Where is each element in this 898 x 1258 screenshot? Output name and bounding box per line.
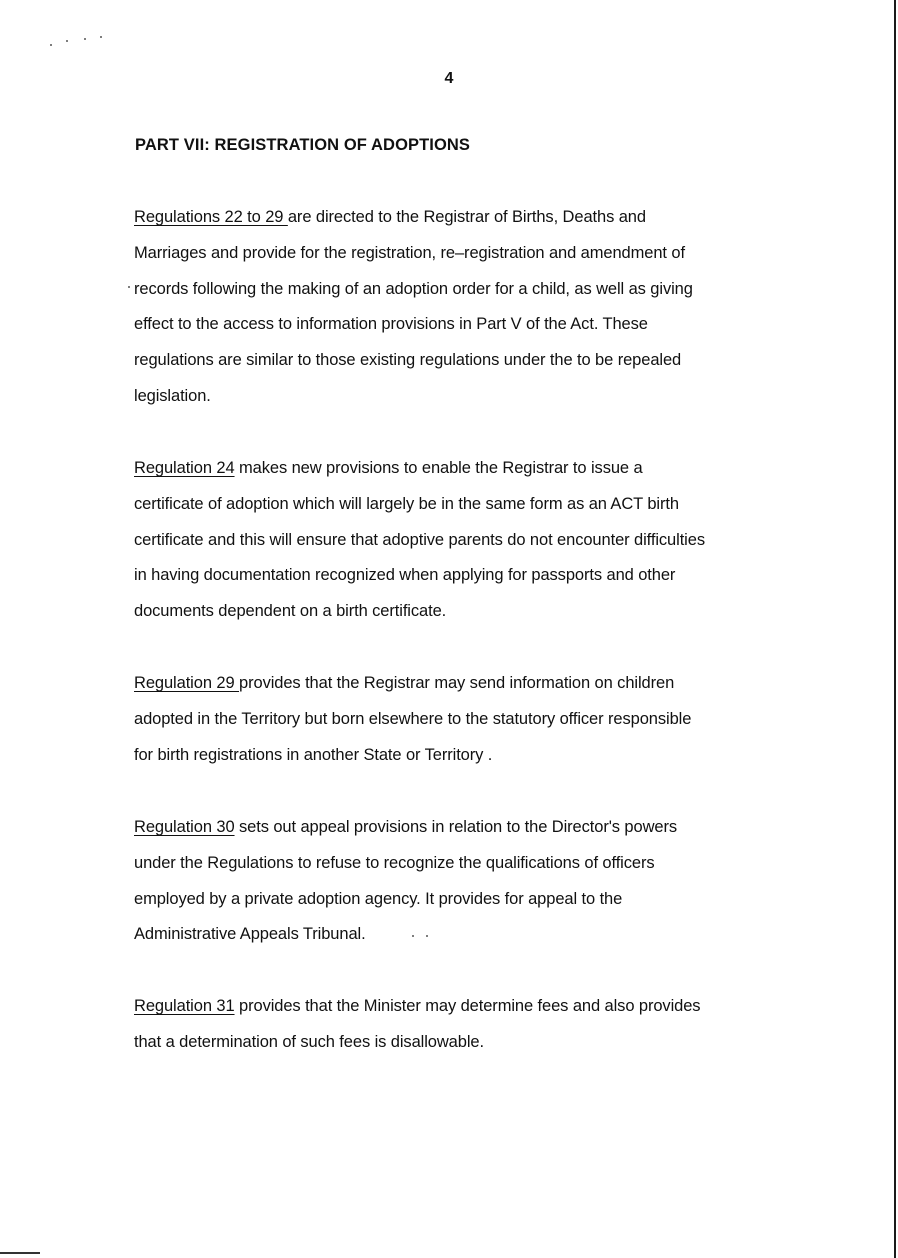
paragraph-regulations-22-29 (134, 200, 774, 415)
paragraph-regulation-29 (134, 666, 774, 773)
regulation-reference: Regulation 29 (134, 674, 240, 692)
paragraph-text: makes new provisions to enable the Registrar to issue a (234, 459, 643, 477)
paragraph-line: certificate and this will ensure that adoptive parents do not encounter difficulties (134, 530, 705, 549)
scan-speck (66, 40, 68, 42)
regulation-reference: Regulation 24 (134, 459, 235, 477)
paragraph-line: certificate of adoption which will largely be in the same form as an ACT birth (134, 494, 679, 513)
paragraph-line: Marriages and provide for the registration, re–registration and amendment of (134, 243, 685, 262)
paragraph-text: provides that the Registrar may send information on children (239, 674, 675, 692)
paragraph-line: in having documentation recognized when applying for passports and other (134, 566, 676, 585)
scan-speck (128, 286, 130, 288)
page-number: 4 (444, 70, 454, 87)
section-heading: PART VII: REGISTRATION OF ADOPTIONS (135, 136, 471, 154)
paragraph-line: for birth registrations in another State or Territory . (134, 745, 493, 764)
paragraph-line: Administrative Appeals Tribunal. (134, 925, 366, 944)
paragraph-regulation-30 (134, 810, 774, 953)
scan-edge-right (894, 0, 896, 1258)
scan-speck (100, 36, 102, 38)
paragraph-line: employed by a private adoption agency. It provides for appeal to the (134, 889, 623, 908)
regulation-reference: Regulations 22 to 29 (134, 208, 288, 226)
regulation-reference: Regulation 31 (134, 997, 235, 1015)
paragraph-line: documents dependent on a birth certificate. (134, 602, 447, 621)
paragraph-line (134, 666, 774, 702)
paragraph-line (134, 989, 774, 1025)
scan-edge-bottom (0, 1252, 40, 1254)
paragraph-line (134, 451, 774, 487)
scan-speck (84, 38, 86, 40)
paragraph-line (134, 200, 774, 236)
paragraph-text: are directed to the Registrar of Births, Deaths and (287, 208, 646, 226)
paragraph-line (134, 810, 774, 846)
paragraph-regulation-31 (134, 989, 774, 1061)
paragraph-regulation-24 (134, 451, 774, 630)
paragraph-line: under the Regulations to refuse to recognize the qualifications of officers (134, 853, 655, 872)
regulation-reference: Regulation 30 (134, 818, 235, 836)
paragraph-text: sets out appeal provisions in relation to the Director's powers (234, 818, 678, 836)
paragraph-line: legislation. (134, 386, 211, 405)
paragraph-line: effect to the access to information provisions in Part V of the Act. These (134, 315, 648, 334)
scan-speck (50, 44, 52, 46)
paragraph-text: provides that the Minister may determine fees and also provides (234, 997, 701, 1015)
paragraph-line: that a determination of such fees is disallowable. (134, 1032, 484, 1051)
paragraph-line: records following the making of an adoption order for a child, as well as giving (134, 279, 693, 298)
paragraph-line: adopted in the Territory but born elsewhere to the statutory officer responsible (134, 709, 692, 728)
paragraph-line: regulations are similar to those existing regulations under the to be repealed (134, 351, 682, 370)
